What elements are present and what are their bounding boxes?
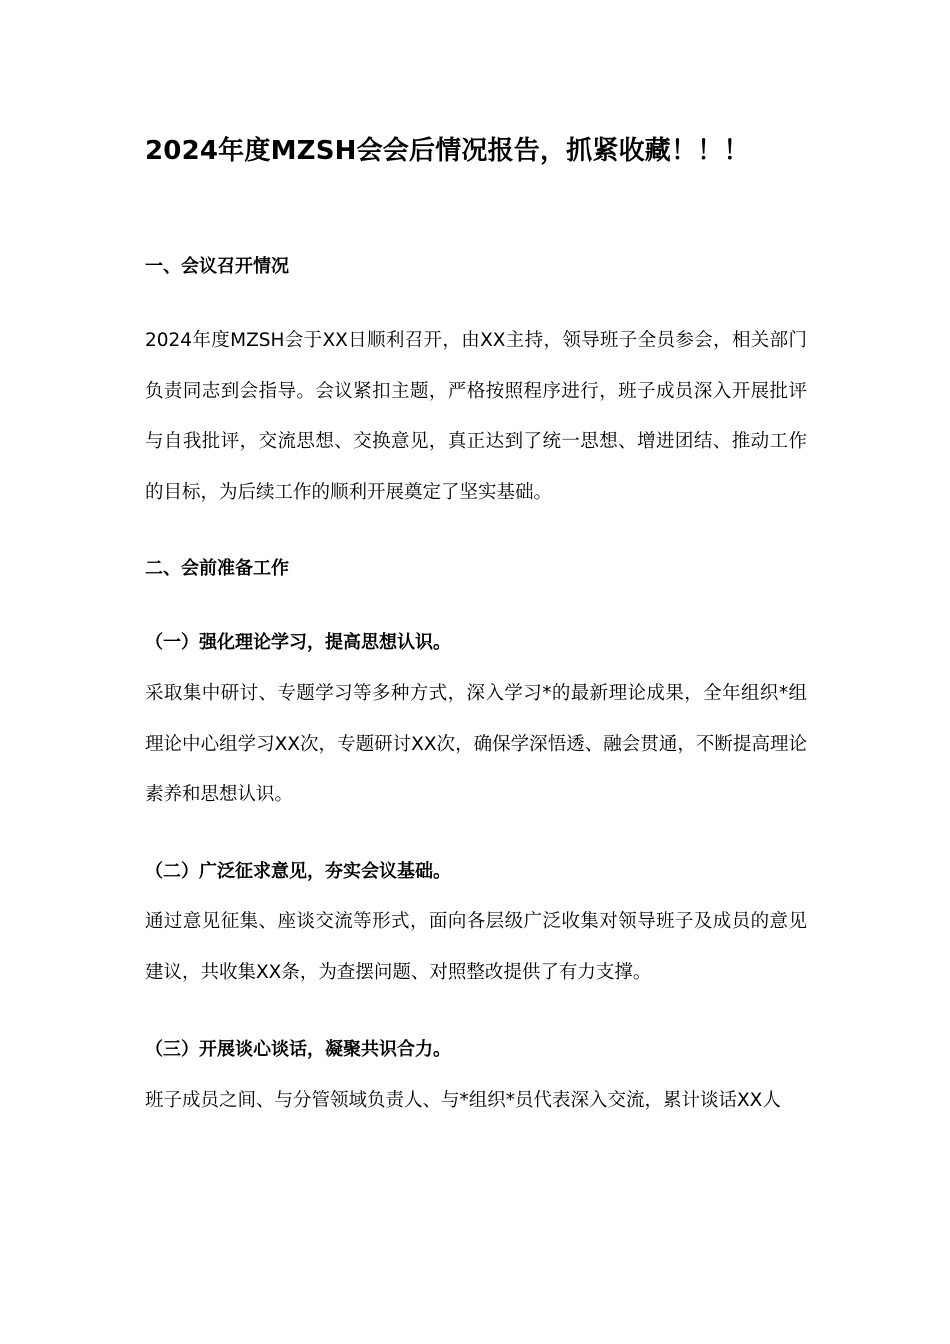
subsection-paragraph-collect-opinions: 通过意见征集、座谈交流等形式，面向各层级广泛收集对领导班子及成员的意见建议，共收集XX条，为查摆问题、对照整改提供了有力支撑。 [145,911,807,983]
section-paragraph-meeting: 2024年度MZSH会于XX日顺利召开，由XX主持，领导班子全员参会，相关部门负责同志到会指导。会议紧扣主题，严格按照程序进行，班子成员深入开展批评与自我批评，交流思想、交换意见，真正达到了统一思想、增进团结、推动工作的目标，为后续工作的顺利开展奠定了坚实基础。 [145,330,807,503]
subsection-heading-collect-opinions: （二）广泛征求意见，夯实会议基础。 [145,861,451,882]
subsection-paragraph-heart-talks: 班子成员之间、与分管领域负责人、与*组织*员代表深入交流，累计谈话XX人 [145,1090,781,1111]
subsection-heading-theory-study: （一）强化理论学习，提高思想认识。 [145,632,451,653]
section-heading-meeting: 一、会议召开情况 [145,256,289,277]
subsection-heading-heart-talks: （三）开展谈心谈话，凝聚共识合力。 [145,1039,451,1060]
section-heading-preparation: 二、会前准备工作 [145,558,289,579]
subsection-paragraph-theory-study: 采取集中研讨、专题学习等多种方式，深入学习*的最新理论成果，全年组织*组理论中心组学习XX次，专题研讨XX次，确保学深悟透、融会贯通，不断提高理论素养和思想认识。 [145,683,807,805]
document-title: 2024年度MZSH会会后情况报告，抓紧收藏！！！ [145,136,750,166]
